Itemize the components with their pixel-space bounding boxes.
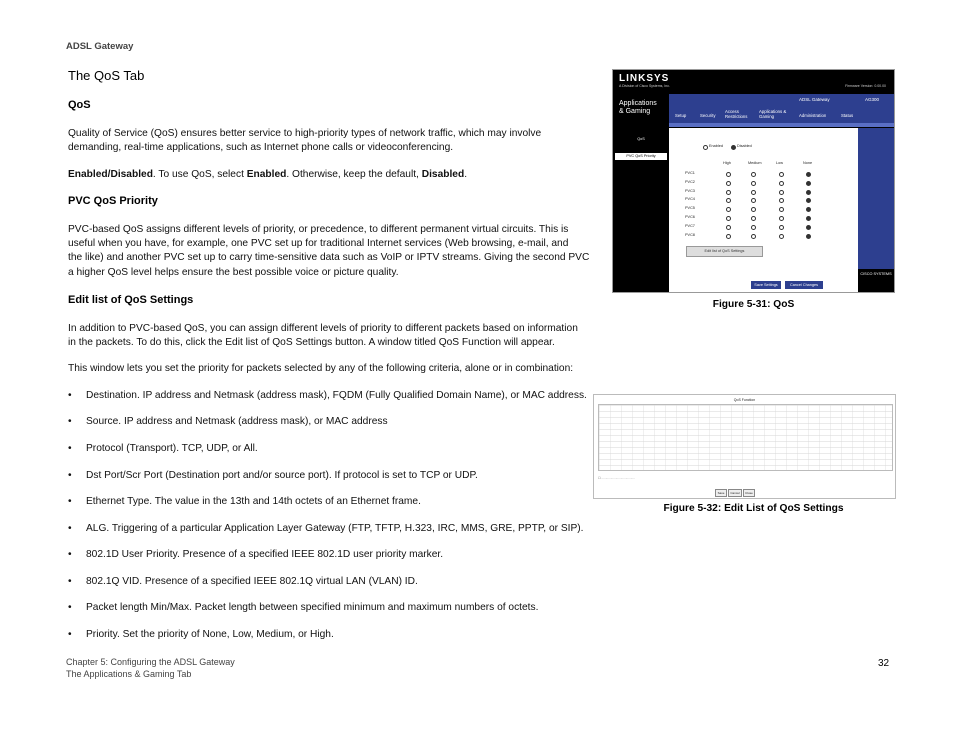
edit-paragraph: In addition to PVC-based QoS, you can assign different levels of priority to different packets based on information in the packets. To do this, click the Edit list of QoS Settings button. A window titled QoS Function will appear. xyxy=(68,323,578,349)
pvc-row-label: PVC1 xyxy=(685,171,695,175)
priority-radio[interactable] xyxy=(726,216,731,221)
section-label: Applications & Gaming xyxy=(619,100,657,115)
pvc-row-label: PVC3 xyxy=(685,188,695,193)
priority-radio[interactable] xyxy=(751,190,756,195)
priority-radio[interactable] xyxy=(726,190,731,195)
pvc-row-label: PVC5 xyxy=(685,206,695,211)
criteria-text: Source. IP address and Netmask (address mask), or MAC address xyxy=(86,416,388,427)
priority-radio[interactable] xyxy=(806,207,811,212)
priority-radio[interactable] xyxy=(779,234,784,239)
pvc-row-label: PVC2 xyxy=(685,179,695,184)
bullet-symbol: • xyxy=(68,602,72,613)
figure2-caption: Figure 5-32: Edit List of QoS Settings xyxy=(663,503,844,514)
priority-radio[interactable] xyxy=(751,207,756,212)
side-pvc-label: PVC QoS Priority xyxy=(626,154,656,158)
bullet-symbol: • xyxy=(68,523,72,534)
priority-radio[interactable] xyxy=(779,198,784,203)
pvc-paragraph: PVC-based QoS assigns different levels of priority, or precedence, to different permanent virtual circuits. This is useful when you have, for example, one PVC set up for traditional Internet services (Web browsing, e-mail, and the like) and another PVC set up to carry time-sensitive data such as VoIP or IPTV streams. Giving the second PVC a higher QoS level helps ensure the best possible voice or picture quality. xyxy=(68,224,590,278)
column-header: Low xyxy=(776,161,783,165)
priority-radio[interactable] xyxy=(751,225,756,230)
priority-radio[interactable] xyxy=(806,225,811,230)
footer-section: The Applications & Gaming Tab xyxy=(66,669,192,679)
qos-enabled-radio[interactable] xyxy=(703,145,708,150)
priority-radio[interactable] xyxy=(751,216,756,221)
tab-applications-gaming[interactable]: Applications & Gaming xyxy=(759,109,787,119)
running-header: ADSL Gateway xyxy=(66,41,134,52)
priority-radio[interactable] xyxy=(726,225,731,230)
criteria-text: Dst Port/Scr Port (Destination port and/or source port). If protocol is set to TCP or UDP. xyxy=(86,470,478,481)
cisco-logo: CISCO SYSTEMS xyxy=(858,269,894,292)
tab-administration[interactable]: Administration xyxy=(799,113,827,118)
priority-radio[interactable] xyxy=(726,234,731,239)
column-header: High xyxy=(723,161,731,165)
qos-paragraph: Quality of Service (QoS) ensures better service to high-priority types of network traffic, which may involve demanding, real-time applications, such as Internet phone calls or videoconferencing. xyxy=(68,128,542,154)
bullet-symbol: • xyxy=(68,496,72,507)
priority-radio[interactable] xyxy=(806,234,811,239)
column-header: Medium xyxy=(748,161,762,165)
priority-radio[interactable] xyxy=(779,172,784,177)
cancel-changes-button[interactable]: Cancel Changes xyxy=(785,281,823,289)
criteria-text: Priority. Set the priority of None, Low, Medium, or High. xyxy=(86,629,334,640)
priority-radio[interactable] xyxy=(806,216,811,221)
figure-edit-qos-screenshot: QoS Function ☐ ........................................ Save Cancel Close xyxy=(593,394,896,499)
priority-radio[interactable] xyxy=(806,198,811,203)
bullet-symbol: • xyxy=(68,390,72,401)
qos-disabled-radio[interactable] xyxy=(731,145,736,150)
qos-cancel-button[interactable]: Cancel xyxy=(728,489,742,497)
priority-radio[interactable] xyxy=(779,181,784,186)
tab-security[interactable]: Security xyxy=(700,113,716,118)
priority-radio[interactable] xyxy=(806,181,811,186)
bullet-symbol: • xyxy=(68,629,72,640)
column-header: None xyxy=(803,161,813,165)
pvc-row-label: PVC7 xyxy=(685,223,695,228)
priority-radio[interactable] xyxy=(726,198,731,203)
qos-heading: QoS xyxy=(68,99,91,111)
priority-radio[interactable] xyxy=(726,172,731,177)
criteria-intro: This window lets you set the priority for packets selected by any of the following criteria, alone or in combination: xyxy=(68,363,574,374)
pvc-row-label: PVC8 xyxy=(685,232,695,237)
priority-radio[interactable] xyxy=(726,181,731,186)
criteria-text: 802.1Q VID. Presence of a specified IEEE 802.1Q virtual LAN (VLAN) ID. xyxy=(86,576,418,587)
linksys-logo: LINKSYS xyxy=(619,73,670,84)
priority-radio[interactable] xyxy=(806,190,811,195)
priority-radio[interactable] xyxy=(751,234,756,239)
edit-qos-settings-button[interactable]: Edit list of QoS Settings xyxy=(686,246,763,257)
priority-radio[interactable] xyxy=(751,198,756,203)
bullet-symbol: • xyxy=(68,576,72,587)
save-settings-button[interactable]: Save Settings xyxy=(751,281,781,289)
priority-radio[interactable] xyxy=(751,172,756,177)
pvc-row-label: PVC4 xyxy=(685,197,695,202)
qos-enabled-paragraph: Enabled/Disabled. To use QoS, select Enabled. Otherwise, keep the default, Disabled. xyxy=(68,169,468,180)
section-title: The QoS Tab xyxy=(68,68,145,83)
qos-save-button[interactable]: Save xyxy=(715,489,727,497)
priority-radio[interactable] xyxy=(779,225,784,230)
priority-radio[interactable] xyxy=(751,181,756,186)
priority-radio[interactable] xyxy=(779,207,784,212)
priority-radio[interactable] xyxy=(726,207,731,212)
priority-radio[interactable] xyxy=(779,190,784,195)
bullet-symbol: • xyxy=(68,416,72,427)
tab-access-restrictions[interactable]: Access Restrictions xyxy=(725,109,748,119)
bullet-symbol: • xyxy=(68,549,72,560)
criteria-text: Protocol (Transport). TCP, UDP, or All. xyxy=(86,443,258,454)
side-qos-label: QoS xyxy=(637,137,645,141)
tab-setup[interactable]: Setup xyxy=(675,113,687,118)
figure-qos-screenshot: LINKSYS A Division of Cisco Systems, Inc. Firmware Version: 0.00.00 Applications & Gaming ADSL Gateway AG300 Setup Security Access Restrictions Applications & Gaming Administration Status QoS PVC QoS Priority CISCO SYSTEMS Enabled Disabled High Medium Low None PVC1 PVC2 PVC3 PVC4 PVC5 PVC6 PVC7 PVC8 Edit list of QoS Settings Save Settings Cancel Changes xyxy=(612,69,895,293)
bullet-symbol: • xyxy=(68,470,72,481)
firmware-version: Firmware Version: 0.00.00 xyxy=(845,84,886,88)
edit-heading: Edit list of QoS Settings xyxy=(68,294,194,306)
priority-radio[interactable] xyxy=(806,172,811,177)
criteria-text: Destination. IP address and Netmask (address mask), FQDM (Fully Qualified Domain Name), or MAC address. xyxy=(86,390,587,401)
page-number: 32 xyxy=(878,658,890,669)
footer-chapter: Chapter 5: Configuring the ADSL Gateway xyxy=(66,657,235,667)
qos-close-button[interactable]: Close xyxy=(743,489,755,497)
criteria-text: Packet length Min/Max. Packet length between specified minimum and maximum numbers of octets. xyxy=(86,602,539,613)
figure1-caption: Figure 5-31: QoS xyxy=(712,299,795,310)
qos-function-title: QoS Function xyxy=(733,398,756,402)
priority-radio[interactable] xyxy=(779,216,784,221)
bullet-symbol: • xyxy=(68,443,72,454)
criteria-text: Ethernet Type. The value in the 13th and 14th octets of an Ethernet frame. xyxy=(86,496,421,507)
pvc-heading: PVC QoS Priority xyxy=(68,195,158,207)
qos-rules-grid xyxy=(598,404,893,471)
pvc-row-label: PVC6 xyxy=(685,215,695,219)
criteria-text: ALG. Triggering of a particular Application Layer Gateway (FTP, TFTP, H.323, IRC, MMS, GRE, PPTP, or SIP). xyxy=(86,523,584,534)
criteria-text: 802.1D User Priority. Presence of a specified IEEE 802.1D user priority marker. xyxy=(86,549,444,560)
tab-status[interactable]: Status xyxy=(841,113,854,118)
